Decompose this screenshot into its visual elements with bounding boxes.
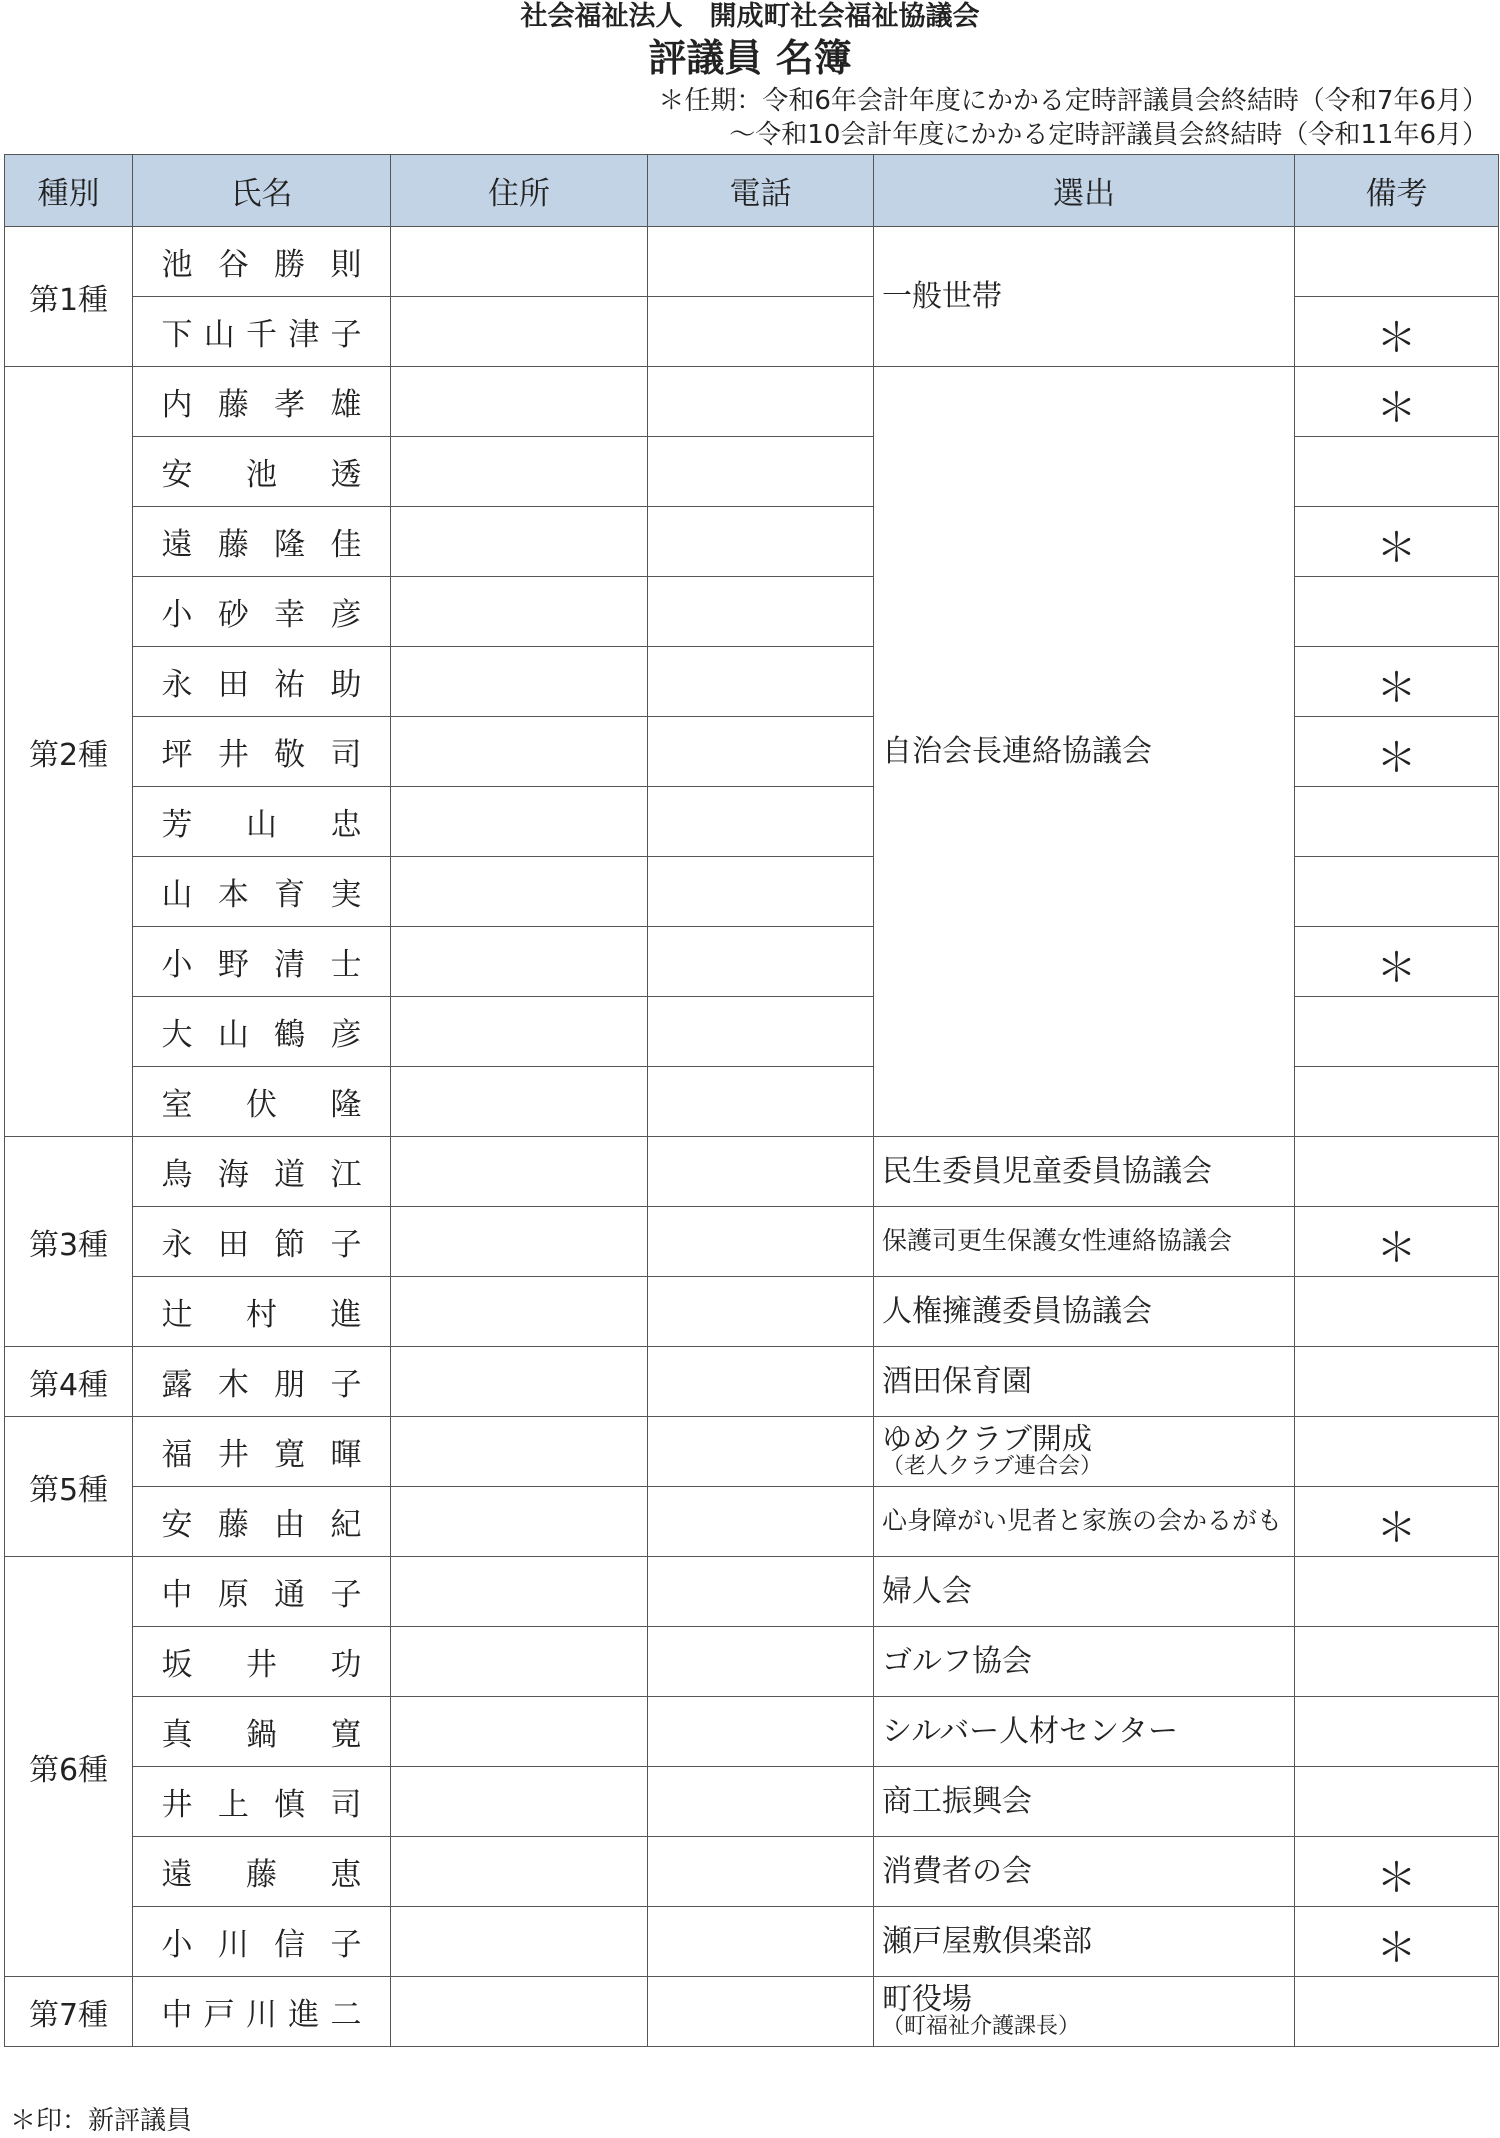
kind-cell: 第7種: [5, 1977, 133, 2047]
remark-cell: [1295, 1347, 1499, 1417]
remark-cell: ＊: [1295, 717, 1499, 787]
remark-cell: ＊: [1295, 927, 1499, 997]
name-cell: [133, 297, 391, 367]
name-text: 遠藤恵: [161, 1857, 362, 1893]
name-cell: [133, 717, 391, 787]
address-cell: [391, 1207, 648, 1277]
address-cell: [391, 997, 648, 1067]
address-cell: [391, 1417, 648, 1487]
name-cell: [133, 647, 391, 717]
remark-cell: ＊: [1295, 367, 1499, 437]
col-header-remarks: 備考: [1295, 155, 1499, 227]
remark-cell: [1295, 1697, 1499, 1767]
kind-cell: 第1種: [5, 227, 133, 367]
name-text: 辻村進: [161, 1297, 362, 1333]
table-row: [5, 1977, 1499, 2047]
table-row: [5, 1347, 1499, 1417]
phone-cell: [648, 1977, 874, 2047]
address-cell: [391, 297, 648, 367]
remark-cell: ＊: [1295, 1487, 1499, 1557]
phone-cell: [648, 1487, 874, 1557]
table-row: [5, 1907, 1499, 1977]
councilor-table: [4, 154, 1499, 2047]
remark-cell: [1295, 787, 1499, 857]
name-cell: [133, 1487, 391, 1557]
col-header-kind: 種別: [5, 155, 133, 227]
name-cell: [133, 1347, 391, 1417]
remark-cell: ＊: [1295, 507, 1499, 577]
name-text: 永田節子: [161, 1227, 362, 1263]
table-row: [5, 1837, 1499, 1907]
table-row: [5, 1557, 1499, 1627]
phone-cell: [648, 787, 874, 857]
table-row: [5, 367, 1499, 437]
remark-cell: ＊: [1295, 1837, 1499, 1907]
col-header-selection: 選出: [874, 155, 1295, 227]
phone-cell: [648, 717, 874, 787]
selection-cell: 瀬戸屋敷倶楽部: [874, 1907, 1295, 1977]
remark-cell: [1295, 1137, 1499, 1207]
name-text: 井上慎司: [161, 1787, 362, 1823]
selection-cell: 婦人会: [874, 1557, 1295, 1627]
name-cell: [133, 1277, 391, 1347]
name-text: 池谷勝則: [161, 247, 362, 283]
selection-cell: 消費者の会: [874, 1837, 1295, 1907]
phone-cell: [648, 1697, 874, 1767]
kind-cell: 第4種: [5, 1347, 133, 1417]
remark-cell: ＊: [1295, 647, 1499, 717]
address-cell: [391, 437, 648, 507]
phone-cell: [648, 997, 874, 1067]
remark-cell: [1295, 1557, 1499, 1627]
selection-cell: ゴルフ協会: [874, 1627, 1295, 1697]
name-text: 露木朋子: [161, 1367, 362, 1403]
name-text: 中戸川進二: [161, 1997, 362, 2033]
selection-cell: 酒田保育園: [874, 1347, 1295, 1417]
name-text: 鳥海道江: [161, 1157, 362, 1193]
address-cell: [391, 1277, 648, 1347]
address-cell: [391, 717, 648, 787]
remark-cell: [1295, 1977, 1499, 2047]
phone-cell: [648, 857, 874, 927]
phone-cell: [648, 507, 874, 577]
name-cell: [133, 1137, 391, 1207]
phone-cell: [648, 1347, 874, 1417]
remark-cell: [1295, 1767, 1499, 1837]
kind-cell: 第3種: [5, 1137, 133, 1347]
remark-cell: [1295, 857, 1499, 927]
term-line-2: ～令和10会計年度にかかる定時評議員会終結時（令和11年6月）: [729, 120, 1488, 150]
phone-cell: [648, 1627, 874, 1697]
address-cell: [391, 787, 648, 857]
phone-cell: [648, 577, 874, 647]
name-cell: [133, 927, 391, 997]
name-cell: [133, 1977, 391, 2047]
address-cell: [391, 1557, 648, 1627]
name-text: 小川信子: [161, 1927, 362, 1963]
address-cell: [391, 507, 648, 577]
phone-cell: [648, 1557, 874, 1627]
name-text: 遠藤隆佳: [161, 527, 362, 563]
address-cell: [391, 577, 648, 647]
address-cell: [391, 1837, 648, 1907]
kind-cell: 第5種: [5, 1417, 133, 1557]
remark-cell: [1295, 1417, 1499, 1487]
selection-cell: シルバー人材センター: [874, 1697, 1295, 1767]
address-cell: [391, 227, 648, 297]
address-cell: [391, 1627, 648, 1697]
address-cell: [391, 857, 648, 927]
phone-cell: [648, 1907, 874, 1977]
name-cell: [133, 1067, 391, 1137]
remark-cell: [1295, 1067, 1499, 1137]
phone-cell: [648, 1067, 874, 1137]
name-text: 安藤由紀: [161, 1507, 362, 1543]
table-row: [5, 1277, 1499, 1347]
remark-cell: [1295, 577, 1499, 647]
name-text: 福井寛暉: [161, 1437, 362, 1473]
name-text: 坪井敬司: [161, 737, 362, 773]
remark-cell: [1295, 997, 1499, 1067]
name-cell: [133, 1627, 391, 1697]
selection-sub: （町福祉介護課長）: [882, 2014, 1081, 2040]
address-cell: [391, 1067, 648, 1137]
phone-cell: [648, 647, 874, 717]
name-text: 真鍋寛: [161, 1717, 362, 1753]
name-text: 永田祐助: [161, 667, 362, 703]
term-line-1: ＊任期：令和6年会計年度にかかる定時評議員会終結時（令和7年6月）: [658, 86, 1488, 116]
selection-cell: 民生委員児童委員協議会: [874, 1137, 1295, 1207]
name-cell: [133, 997, 391, 1067]
address-cell: [391, 1767, 648, 1837]
name-text: 室伏隆: [161, 1087, 362, 1123]
col-header-name: 氏名: [133, 155, 391, 227]
name-cell: [133, 787, 391, 857]
address-cell: [391, 1907, 648, 1977]
address-cell: [391, 367, 648, 437]
name-text: 坂井功: [161, 1647, 362, 1683]
phone-cell: [648, 1137, 874, 1207]
phone-cell: [648, 227, 874, 297]
name-text: 小野清士: [161, 947, 362, 983]
name-text: 芳山忠: [161, 807, 362, 843]
col-header-phone: 電話: [648, 155, 874, 227]
selection-main: ゆめクラブ開成: [882, 1421, 1092, 1457]
footer-legend: ＊印：新評議員: [10, 2106, 193, 2136]
address-cell: [391, 927, 648, 997]
remark-cell: [1295, 1277, 1499, 1347]
name-text: 中原通子: [161, 1577, 362, 1613]
address-cell: [391, 647, 648, 717]
name-cell: [133, 1417, 391, 1487]
name-text: 下山千津子: [161, 317, 362, 353]
col-header-address: 住所: [391, 155, 648, 227]
address-cell: [391, 1347, 648, 1417]
name-cell: [133, 227, 391, 297]
phone-cell: [648, 297, 874, 367]
address-cell: [391, 1697, 648, 1767]
selection-cell: 心身障がい児者と家族の会かるがも: [874, 1487, 1295, 1557]
table-row: [5, 1487, 1499, 1557]
remark-cell: ＊: [1295, 1207, 1499, 1277]
remark-cell: ＊: [1295, 1907, 1499, 1977]
page-title: 評議員 名簿: [648, 36, 852, 80]
name-cell: [133, 367, 391, 437]
organization-name: 社会福祉法人 開成町社会福祉協議会: [520, 1, 980, 32]
name-cell: [133, 1697, 391, 1767]
selection-cell: [874, 1977, 1295, 2047]
table-row: [5, 1697, 1499, 1767]
table-header-row: [5, 155, 1499, 227]
phone-cell: [648, 1277, 874, 1347]
phone-cell: [648, 1837, 874, 1907]
table-row: [5, 1627, 1499, 1697]
selection-cell: 人権擁護委員協議会: [874, 1277, 1295, 1347]
name-text: 小砂幸彦: [161, 597, 362, 633]
remark-cell: [1295, 227, 1499, 297]
table-row: [5, 227, 1499, 297]
remark-cell: [1295, 437, 1499, 507]
phone-cell: [648, 1417, 874, 1487]
name-cell: [133, 1907, 391, 1977]
name-cell: [133, 1557, 391, 1627]
name-cell: [133, 1207, 391, 1277]
address-cell: [391, 1137, 648, 1207]
address-cell: [391, 1487, 648, 1557]
remark-cell: ＊: [1295, 297, 1499, 367]
table-row: [5, 1417, 1499, 1487]
phone-cell: [648, 437, 874, 507]
phone-cell: [648, 367, 874, 437]
phone-cell: [648, 1767, 874, 1837]
kind-cell: 第2種: [5, 367, 133, 1137]
table-row: [5, 1137, 1499, 1207]
name-cell: [133, 1767, 391, 1837]
name-text: 内藤孝雄: [161, 387, 362, 423]
name-cell: [133, 577, 391, 647]
name-text: 山本育実: [161, 877, 362, 913]
name-cell: [133, 437, 391, 507]
address-cell: [391, 1977, 648, 2047]
selection-cell: 自治会長連絡協議会: [874, 367, 1295, 1137]
name-text: 大山鶴彦: [161, 1017, 362, 1053]
table-row: [5, 1207, 1499, 1277]
table-row: [5, 1767, 1499, 1837]
selection-cell: 商工振興会: [874, 1767, 1295, 1837]
phone-cell: [648, 927, 874, 997]
name-cell: [133, 1837, 391, 1907]
selection-sub: （老人クラブ連合会）: [882, 1454, 1103, 1480]
selection-cell: [874, 1417, 1295, 1487]
name-cell: [133, 507, 391, 577]
name-text: 安池透: [161, 457, 362, 493]
phone-cell: [648, 1207, 874, 1277]
remark-cell: [1295, 1627, 1499, 1697]
kind-cell: 第6種: [5, 1557, 133, 1977]
selection-main: 町役場: [882, 1981, 972, 2017]
selection-cell: 一般世帯: [874, 227, 1295, 367]
name-cell: [133, 857, 391, 927]
selection-cell: 保護司更生保護女性連絡協議会: [874, 1207, 1295, 1277]
